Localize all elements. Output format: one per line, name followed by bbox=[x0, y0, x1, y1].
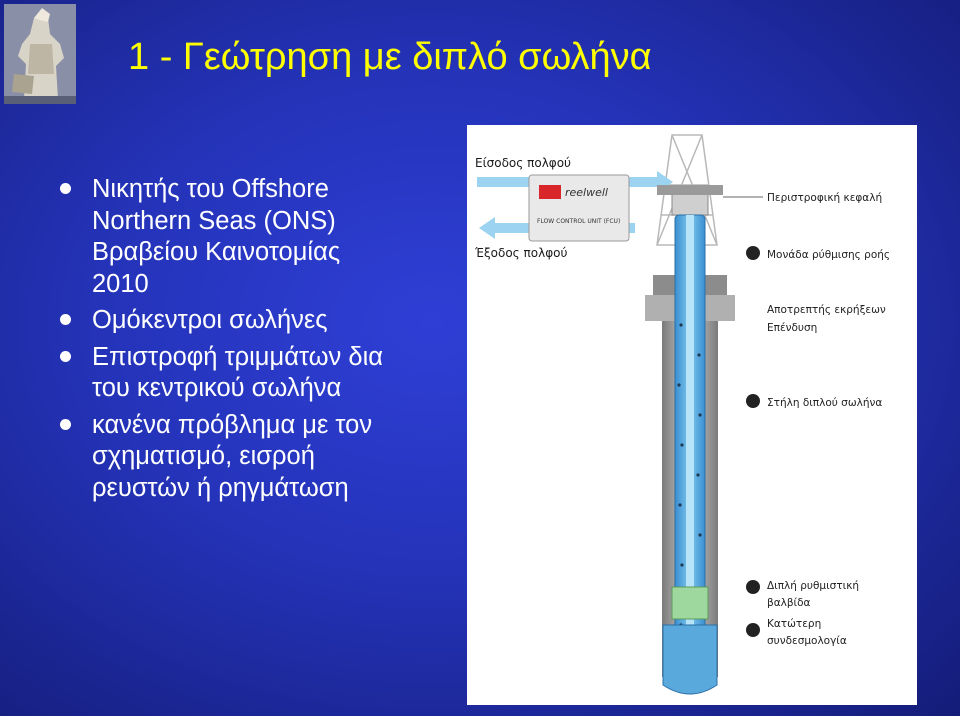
bullet-line: σχηματισμό, εισροή bbox=[92, 442, 315, 470]
callout-text: βαλβίδα bbox=[767, 597, 811, 609]
callout-marker-icon bbox=[746, 580, 760, 594]
bullet-item bbox=[56, 410, 466, 505]
callout-text: Στήλη διπλού σωλήνα bbox=[767, 397, 883, 409]
callout bbox=[746, 580, 859, 609]
bullet-dot-icon bbox=[60, 419, 71, 430]
reelwell-logo-icon bbox=[539, 185, 561, 199]
callout-text: Μονάδα ρύθμισης ροής bbox=[767, 249, 891, 261]
statue-logo-icon bbox=[4, 4, 76, 104]
bullet-line: του κεντρικού σωλήνα bbox=[92, 374, 342, 402]
callout-text: Αποτρεπτής εκρήξεων bbox=[767, 304, 886, 316]
callout-text: Περιστροφική κεφαλή bbox=[767, 192, 883, 204]
bullet-item bbox=[56, 174, 466, 300]
bullet-item bbox=[56, 305, 466, 337]
bullet-list bbox=[56, 174, 466, 509]
bullet-line: 2010 bbox=[92, 269, 149, 298]
callout bbox=[746, 246, 890, 261]
callout bbox=[746, 394, 882, 409]
diagram-canvas bbox=[467, 125, 917, 705]
bullet-dot-icon bbox=[60, 314, 71, 325]
bullet-dot-icon bbox=[60, 351, 71, 362]
bullet-line: κανένα πρόβλημα με τον bbox=[92, 410, 373, 439]
callout bbox=[767, 304, 886, 334]
bullet-line: Βραβείου Καινοτομίας bbox=[92, 238, 341, 266]
flow-control-unit bbox=[529, 175, 629, 241]
dual-float-valve bbox=[672, 587, 708, 619]
inlet-label: Είσοδος πολφού bbox=[475, 156, 571, 170]
fcu-label: FLOW CONTROL UNIT (FCU) bbox=[537, 218, 621, 225]
callout-text: συνδεσμολογία bbox=[767, 635, 847, 647]
bullet-line: ρευστών ή ρηγμάτωση bbox=[92, 473, 349, 502]
callout-text: Κατώτερη bbox=[767, 618, 822, 630]
dual-pipe-diagram bbox=[467, 125, 917, 705]
bullet-item bbox=[56, 342, 466, 405]
bullet-line: Επιστροφή τριμμάτων δια bbox=[92, 342, 383, 371]
bullet-line: Northern Seas (ONS) bbox=[92, 206, 336, 235]
callout-marker-icon bbox=[746, 394, 760, 408]
callout bbox=[723, 192, 882, 204]
bottom-hole-assembly bbox=[663, 625, 717, 694]
rotating-head bbox=[672, 193, 708, 215]
bullet-line: Νικητής του Offshore bbox=[92, 175, 329, 203]
callout-text: Επένδυση bbox=[767, 322, 818, 334]
bullet-dot-icon bbox=[60, 183, 71, 194]
callout-marker-icon bbox=[746, 623, 760, 637]
head-cap bbox=[657, 185, 723, 195]
callout bbox=[746, 618, 847, 647]
outlet-label: Έξοδος πολφού bbox=[475, 246, 568, 260]
slide-title: 1 - Γεώτρηση με διπλό σωλήνα bbox=[128, 36, 652, 78]
bullet-line: Ομόκεντροι σωλήνες bbox=[92, 306, 328, 334]
callout-marker-icon bbox=[746, 246, 760, 260]
brand-label: reelwell bbox=[565, 186, 608, 199]
callout-text: Διπλή ρυθμιστική bbox=[767, 580, 860, 592]
